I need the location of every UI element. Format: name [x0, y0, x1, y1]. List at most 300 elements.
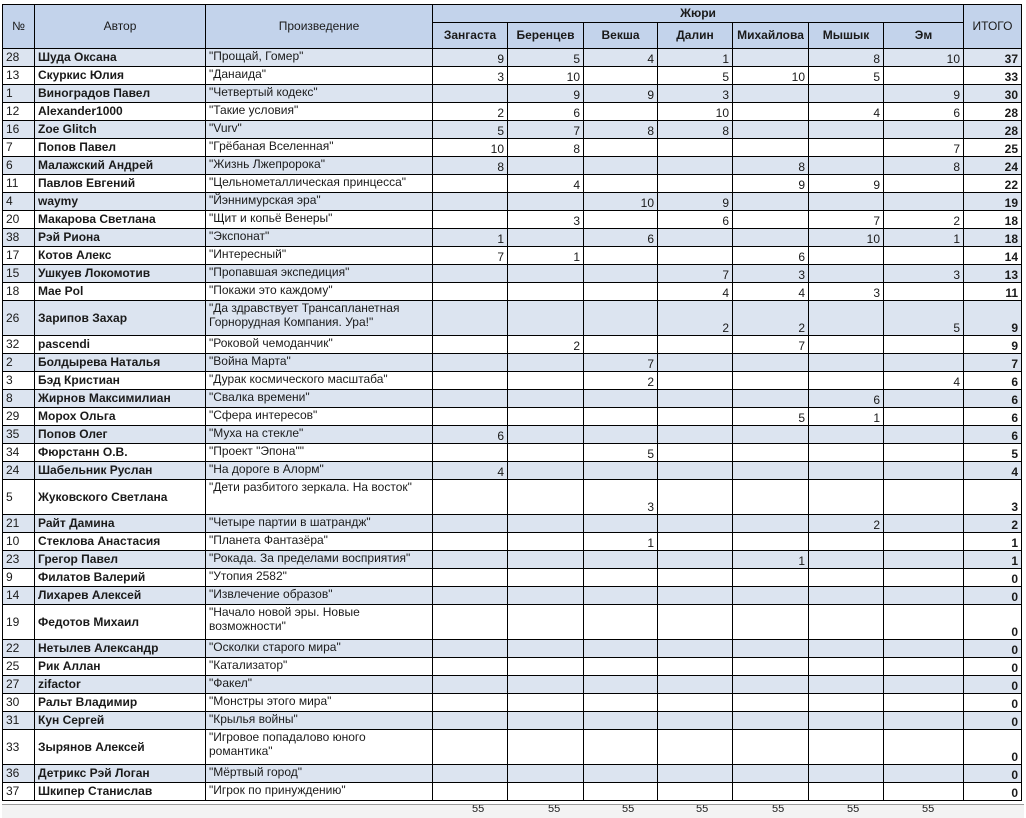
cell-work[interactable]: "Утопия 2582" — [206, 569, 433, 587]
cell-score[interactable] — [884, 515, 964, 533]
cell-score[interactable] — [508, 533, 584, 551]
cell-score[interactable]: 5 — [508, 49, 584, 67]
cell-score[interactable] — [433, 676, 508, 694]
cell-score[interactable]: 5 — [658, 67, 733, 85]
cell-score[interactable] — [884, 676, 964, 694]
cell-author[interactable]: Кун Сергей — [35, 712, 206, 730]
cell-work[interactable]: "Рокада. За пределами восприятия" — [206, 551, 433, 569]
cell-score[interactable] — [584, 390, 658, 408]
cell-score[interactable] — [809, 426, 884, 444]
cell-work[interactable]: "Извлечение образов" — [206, 587, 433, 605]
cell-score[interactable] — [584, 175, 658, 193]
cell-score[interactable] — [433, 408, 508, 426]
cell-num[interactable]: 7 — [3, 139, 35, 157]
cell-score[interactable]: 9 — [508, 85, 584, 103]
cell-num[interactable]: 8 — [3, 390, 35, 408]
cell-score[interactable] — [508, 587, 584, 605]
cell-num[interactable]: 34 — [3, 444, 35, 462]
cell-score[interactable] — [884, 605, 964, 640]
cell-score[interactable] — [884, 783, 964, 801]
cell-score[interactable] — [508, 426, 584, 444]
cell-score[interactable] — [809, 712, 884, 730]
cell-score[interactable] — [884, 551, 964, 569]
cell-score[interactable] — [433, 336, 508, 354]
cell-score[interactable] — [433, 283, 508, 301]
cell-total[interactable]: 19 — [964, 193, 1022, 211]
cell-total[interactable]: 0 — [964, 658, 1022, 676]
cell-score[interactable] — [809, 480, 884, 515]
cell-score[interactable] — [658, 605, 733, 640]
cell-score[interactable] — [508, 730, 584, 765]
cell-score[interactable] — [658, 533, 733, 551]
cell-score[interactable] — [884, 390, 964, 408]
cell-score[interactable] — [733, 444, 809, 462]
cell-num[interactable]: 19 — [3, 605, 35, 640]
cell-total[interactable]: 6 — [964, 390, 1022, 408]
cell-score[interactable]: 7 — [733, 336, 809, 354]
cell-author[interactable]: Райт Дамина — [35, 515, 206, 533]
cell-work[interactable]: "Прощай, Гомер" — [206, 49, 433, 67]
cell-score[interactable]: 2 — [433, 103, 508, 121]
cell-score[interactable] — [733, 462, 809, 480]
cell-score[interactable] — [584, 283, 658, 301]
cell-score[interactable] — [658, 765, 733, 783]
cell-score[interactable] — [733, 49, 809, 67]
cell-work[interactable]: "Четыре партии в шатрандж" — [206, 515, 433, 533]
cell-author[interactable]: Попов Павел — [35, 139, 206, 157]
cell-author[interactable]: Павлов Евгений — [35, 175, 206, 193]
cell-author[interactable]: Zoe Glitch — [35, 121, 206, 139]
cell-num[interactable]: 10 — [3, 533, 35, 551]
cell-total[interactable]: 18 — [964, 229, 1022, 247]
cell-score[interactable] — [658, 157, 733, 175]
cell-score[interactable]: 7 — [809, 211, 884, 229]
cell-total[interactable]: 33 — [964, 67, 1022, 85]
cell-score[interactable] — [584, 551, 658, 569]
cell-score[interactable] — [884, 694, 964, 712]
cell-author[interactable]: Федотов Михаил — [35, 605, 206, 640]
cell-num[interactable]: 26 — [3, 301, 35, 336]
cell-score[interactable]: 5 — [884, 301, 964, 336]
col-header-judge[interactable]: Векша — [584, 23, 658, 49]
cell-score[interactable]: 10 — [433, 139, 508, 157]
cell-num[interactable]: 17 — [3, 247, 35, 265]
cell-num[interactable]: 23 — [3, 551, 35, 569]
cell-score[interactable]: 8 — [584, 121, 658, 139]
cell-total[interactable]: 9 — [964, 301, 1022, 336]
cell-score[interactable] — [508, 712, 584, 730]
cell-score[interactable] — [884, 480, 964, 515]
cell-score[interactable] — [658, 730, 733, 765]
cell-score[interactable] — [809, 85, 884, 103]
cell-author[interactable]: Котов Алекс — [35, 247, 206, 265]
cell-total[interactable]: 28 — [964, 121, 1022, 139]
cell-score[interactable] — [809, 121, 884, 139]
cell-author[interactable]: Ральт Владимир — [35, 694, 206, 712]
cell-score[interactable] — [433, 587, 508, 605]
cell-author[interactable]: Mae Pol — [35, 283, 206, 301]
cell-score[interactable]: 4 — [809, 103, 884, 121]
cell-work[interactable]: "Да здравствует Трансапланетная Горнорудная Компания. Ура!" — [206, 301, 433, 336]
cell-score[interactable] — [884, 408, 964, 426]
cell-score[interactable] — [809, 640, 884, 658]
cell-score[interactable]: 9 — [733, 175, 809, 193]
cell-total[interactable]: 0 — [964, 712, 1022, 730]
cell-num[interactable]: 22 — [3, 640, 35, 658]
cell-work[interactable]: "Осколки старого мира" — [206, 640, 433, 658]
cell-total[interactable]: 9 — [964, 336, 1022, 354]
cell-score[interactable] — [809, 139, 884, 157]
cell-score[interactable] — [809, 533, 884, 551]
cell-score[interactable] — [733, 658, 809, 676]
cell-score[interactable] — [508, 694, 584, 712]
cell-score[interactable] — [809, 605, 884, 640]
cell-score[interactable]: 8 — [733, 157, 809, 175]
cell-total[interactable]: 0 — [964, 640, 1022, 658]
cell-score[interactable] — [884, 444, 964, 462]
cell-num[interactable]: 5 — [3, 480, 35, 515]
cell-score[interactable]: 6 — [733, 247, 809, 265]
cell-score[interactable] — [733, 605, 809, 640]
cell-num[interactable]: 33 — [3, 730, 35, 765]
cell-score[interactable]: 6 — [433, 426, 508, 444]
cell-work[interactable]: "Война Марта" — [206, 354, 433, 372]
cell-score[interactable]: 10 — [884, 49, 964, 67]
cell-score[interactable] — [508, 354, 584, 372]
cell-total[interactable]: 0 — [964, 694, 1022, 712]
cell-work[interactable]: "Щит и копьё Венеры" — [206, 211, 433, 229]
cell-num[interactable]: 38 — [3, 229, 35, 247]
cell-score[interactable]: 4 — [508, 175, 584, 193]
cell-score[interactable]: 4 — [733, 283, 809, 301]
cell-total[interactable]: 30 — [964, 85, 1022, 103]
cell-score[interactable] — [809, 462, 884, 480]
col-header-work[interactable]: Произведение — [206, 5, 433, 49]
cell-work[interactable]: "Крылья войны" — [206, 712, 433, 730]
cell-score[interactable] — [433, 712, 508, 730]
cell-score[interactable] — [809, 694, 884, 712]
col-header-judge[interactable]: Мышык — [809, 23, 884, 49]
cell-score[interactable] — [433, 193, 508, 211]
cell-work[interactable]: "Дурак космического масштаба" — [206, 372, 433, 390]
cell-score[interactable] — [884, 193, 964, 211]
cell-score[interactable] — [433, 640, 508, 658]
cell-work[interactable]: "Планета Фантазёра" — [206, 533, 433, 551]
col-header-judge[interactable]: Далин — [658, 23, 733, 49]
cell-score[interactable]: 4 — [584, 49, 658, 67]
cell-score[interactable]: 9 — [658, 193, 733, 211]
cell-author[interactable]: Филатов Валерий — [35, 569, 206, 587]
cell-author[interactable]: Стеклова Анастасия — [35, 533, 206, 551]
cell-score[interactable]: 5 — [809, 67, 884, 85]
cell-score[interactable] — [884, 533, 964, 551]
cell-score[interactable] — [733, 85, 809, 103]
cell-score[interactable] — [809, 783, 884, 801]
cell-score[interactable]: 1 — [733, 551, 809, 569]
cell-score[interactable] — [733, 765, 809, 783]
cell-score[interactable]: 7 — [584, 354, 658, 372]
cell-num[interactable]: 9 — [3, 569, 35, 587]
cell-author[interactable]: Фюрстанн О.В. — [35, 444, 206, 462]
cell-score[interactable] — [809, 444, 884, 462]
cell-score[interactable] — [733, 426, 809, 444]
cell-score[interactable] — [884, 640, 964, 658]
cell-score[interactable] — [733, 783, 809, 801]
cell-score[interactable]: 3 — [584, 480, 658, 515]
cell-author[interactable]: Шабельник Руслан — [35, 462, 206, 480]
cell-score[interactable] — [433, 301, 508, 336]
cell-work[interactable]: "Игровое попадалово юного романтика" — [206, 730, 433, 765]
cell-score[interactable] — [584, 712, 658, 730]
cell-score[interactable]: 1 — [508, 247, 584, 265]
col-header-num[interactable]: № — [3, 5, 35, 49]
cell-work[interactable]: "Данаида" — [206, 67, 433, 85]
cell-author[interactable]: Детрикс Рэй Логан — [35, 765, 206, 783]
cell-score[interactable] — [433, 533, 508, 551]
cell-score[interactable]: 4 — [884, 372, 964, 390]
cell-score[interactable] — [658, 694, 733, 712]
cell-score[interactable] — [433, 372, 508, 390]
cell-total[interactable]: 6 — [964, 426, 1022, 444]
cell-author[interactable]: Рик Аллан — [35, 658, 206, 676]
cell-score[interactable]: 3 — [884, 265, 964, 283]
cell-work[interactable]: "Монстры этого мира" — [206, 694, 433, 712]
cell-score[interactable] — [584, 569, 658, 587]
cell-total[interactable]: 18 — [964, 211, 1022, 229]
cell-num[interactable]: 2 — [3, 354, 35, 372]
cell-score[interactable] — [508, 157, 584, 175]
cell-score[interactable]: 9 — [884, 85, 964, 103]
cell-score[interactable]: 8 — [884, 157, 964, 175]
cell-author[interactable]: Грегор Павел — [35, 551, 206, 569]
cell-score[interactable] — [658, 390, 733, 408]
cell-score[interactable] — [658, 569, 733, 587]
cell-score[interactable] — [658, 175, 733, 193]
cell-score[interactable]: 7 — [433, 247, 508, 265]
cell-score[interactable]: 3 — [433, 67, 508, 85]
cell-score[interactable] — [809, 247, 884, 265]
cell-score[interactable] — [658, 783, 733, 801]
cell-score[interactable] — [658, 515, 733, 533]
cell-score[interactable] — [884, 426, 964, 444]
cell-score[interactable]: 3 — [508, 211, 584, 229]
cell-work[interactable]: "Йэннимурская эра" — [206, 193, 433, 211]
cell-score[interactable] — [658, 354, 733, 372]
cell-total[interactable]: 5 — [964, 444, 1022, 462]
cell-author[interactable]: Ушкуев Локомотив — [35, 265, 206, 283]
cell-work[interactable]: "Начало новой эры. Новые возможности" — [206, 605, 433, 640]
cell-score[interactable] — [733, 229, 809, 247]
cell-num[interactable]: 11 — [3, 175, 35, 193]
cell-score[interactable] — [733, 694, 809, 712]
cell-num[interactable]: 13 — [3, 67, 35, 85]
cell-author[interactable]: Шкипер Станислав — [35, 783, 206, 801]
cell-work[interactable]: "Сфера интересов" — [206, 408, 433, 426]
cell-score[interactable] — [433, 175, 508, 193]
cell-score[interactable] — [584, 265, 658, 283]
cell-score[interactable] — [658, 551, 733, 569]
cell-score[interactable] — [584, 676, 658, 694]
cell-score[interactable]: 2 — [584, 372, 658, 390]
cell-author[interactable]: Шуда Оксана — [35, 49, 206, 67]
cell-score[interactable] — [733, 211, 809, 229]
cell-work[interactable]: "Цельнометаллическая принцесса" — [206, 175, 433, 193]
cell-score[interactable]: 7 — [884, 139, 964, 157]
cell-total[interactable]: 0 — [964, 783, 1022, 801]
cell-score[interactable] — [658, 139, 733, 157]
cell-score[interactable] — [433, 515, 508, 533]
cell-score[interactable] — [884, 121, 964, 139]
cell-score[interactable] — [433, 605, 508, 640]
cell-score[interactable] — [658, 480, 733, 515]
cell-total[interactable]: 28 — [964, 103, 1022, 121]
cell-num[interactable]: 27 — [3, 676, 35, 694]
cell-score[interactable] — [584, 67, 658, 85]
cell-score[interactable] — [733, 390, 809, 408]
cell-work[interactable]: "Свалка времени" — [206, 390, 433, 408]
cell-score[interactable] — [508, 372, 584, 390]
cell-num[interactable]: 24 — [3, 462, 35, 480]
cell-total[interactable]: 7 — [964, 354, 1022, 372]
cell-total[interactable]: 6 — [964, 372, 1022, 390]
cell-work[interactable]: "Грёбаная Вселенная" — [206, 139, 433, 157]
cell-score[interactable] — [584, 462, 658, 480]
cell-score[interactable] — [884, 730, 964, 765]
cell-score[interactable]: 9 — [433, 49, 508, 67]
cell-num[interactable]: 31 — [3, 712, 35, 730]
col-header-total[interactable]: ИТОГО — [964, 5, 1022, 49]
cell-score[interactable] — [733, 587, 809, 605]
col-header-judge[interactable]: Беренцев — [508, 23, 584, 49]
cell-total[interactable]: 0 — [964, 676, 1022, 694]
col-header-judge[interactable]: Зангаста — [433, 23, 508, 49]
cell-score[interactable] — [584, 426, 658, 444]
cell-score[interactable] — [658, 229, 733, 247]
cell-score[interactable] — [508, 658, 584, 676]
cell-score[interactable] — [508, 765, 584, 783]
cell-work[interactable]: "Покажи это каждому" — [206, 283, 433, 301]
cell-score[interactable] — [658, 372, 733, 390]
cell-num[interactable]: 20 — [3, 211, 35, 229]
cell-score[interactable]: 6 — [584, 229, 658, 247]
cell-score[interactable] — [433, 390, 508, 408]
cell-author[interactable]: Скуркис Юлия — [35, 67, 206, 85]
cell-score[interactable] — [733, 139, 809, 157]
cell-score[interactable] — [733, 515, 809, 533]
cell-work[interactable]: "Мёртвый город" — [206, 765, 433, 783]
cell-score[interactable] — [884, 462, 964, 480]
cell-score[interactable] — [733, 103, 809, 121]
cell-score[interactable] — [733, 569, 809, 587]
cell-score[interactable] — [733, 533, 809, 551]
cell-total[interactable]: 24 — [964, 157, 1022, 175]
cell-author[interactable]: Зарипов Захар — [35, 301, 206, 336]
cell-score[interactable] — [884, 712, 964, 730]
cell-score[interactable]: 3 — [658, 85, 733, 103]
cell-score[interactable]: 8 — [508, 139, 584, 157]
cell-score[interactable] — [508, 605, 584, 640]
cell-score[interactable] — [884, 175, 964, 193]
cell-num[interactable]: 36 — [3, 765, 35, 783]
cell-score[interactable] — [733, 640, 809, 658]
cell-score[interactable]: 4 — [658, 283, 733, 301]
cell-score[interactable]: 10 — [584, 193, 658, 211]
cell-score[interactable] — [508, 462, 584, 480]
cell-score[interactable]: 6 — [884, 103, 964, 121]
cell-score[interactable] — [809, 658, 884, 676]
cell-score[interactable] — [809, 265, 884, 283]
cell-score[interactable] — [809, 730, 884, 765]
cell-num[interactable]: 14 — [3, 587, 35, 605]
cell-score[interactable] — [433, 569, 508, 587]
cell-score[interactable] — [508, 676, 584, 694]
cell-score[interactable] — [508, 783, 584, 801]
cell-total[interactable]: 37 — [964, 49, 1022, 67]
cell-author[interactable]: waymy — [35, 193, 206, 211]
cell-score[interactable] — [584, 587, 658, 605]
cell-author[interactable]: zifactor — [35, 676, 206, 694]
cell-score[interactable] — [584, 103, 658, 121]
cell-total[interactable]: 3 — [964, 480, 1022, 515]
cell-num[interactable]: 15 — [3, 265, 35, 283]
col-header-judge[interactable]: Эм — [884, 23, 964, 49]
cell-total[interactable]: 14 — [964, 247, 1022, 265]
cell-score[interactable] — [809, 193, 884, 211]
cell-total[interactable]: 2 — [964, 515, 1022, 533]
cell-score[interactable] — [733, 730, 809, 765]
cell-score[interactable]: 10 — [809, 229, 884, 247]
cell-score[interactable] — [584, 408, 658, 426]
cell-score[interactable] — [508, 283, 584, 301]
cell-num[interactable]: 35 — [3, 426, 35, 444]
cell-total[interactable]: 1 — [964, 551, 1022, 569]
cell-score[interactable] — [809, 157, 884, 175]
cell-score[interactable] — [884, 569, 964, 587]
cell-author[interactable]: Морох Ольга — [35, 408, 206, 426]
cell-score[interactable] — [733, 121, 809, 139]
cell-score[interactable] — [809, 676, 884, 694]
cell-score[interactable]: 8 — [658, 121, 733, 139]
cell-work[interactable]: "Проект "Эпона"" — [206, 444, 433, 462]
cell-score[interactable]: 3 — [733, 265, 809, 283]
cell-score[interactable] — [508, 193, 584, 211]
cell-score[interactable] — [508, 515, 584, 533]
cell-score[interactable]: 6 — [809, 390, 884, 408]
cell-author[interactable]: Рэй Риона — [35, 229, 206, 247]
cell-score[interactable] — [658, 676, 733, 694]
cell-score[interactable]: 6 — [508, 103, 584, 121]
cell-work[interactable]: "Дети разбитого зеркала. На восток" — [206, 480, 433, 515]
cell-author[interactable]: Жирнов Максимилиан — [35, 390, 206, 408]
cell-score[interactable] — [584, 211, 658, 229]
cell-score[interactable] — [884, 765, 964, 783]
cell-score[interactable] — [433, 480, 508, 515]
cell-total[interactable]: 6 — [964, 408, 1022, 426]
cell-score[interactable]: 2 — [884, 211, 964, 229]
cell-score[interactable] — [433, 85, 508, 103]
cell-score[interactable]: 1 — [658, 49, 733, 67]
cell-num[interactable]: 3 — [3, 372, 35, 390]
cell-score[interactable] — [809, 336, 884, 354]
cell-score[interactable] — [508, 408, 584, 426]
cell-work[interactable]: "Такие условия" — [206, 103, 433, 121]
cell-author[interactable]: Болдырева Наталья — [35, 354, 206, 372]
cell-score[interactable] — [433, 211, 508, 229]
col-header-author[interactable]: Автор — [35, 5, 206, 49]
cell-work[interactable]: "Игрок по принуждению" — [206, 783, 433, 801]
cell-score[interactable] — [508, 480, 584, 515]
cell-score[interactable] — [508, 551, 584, 569]
